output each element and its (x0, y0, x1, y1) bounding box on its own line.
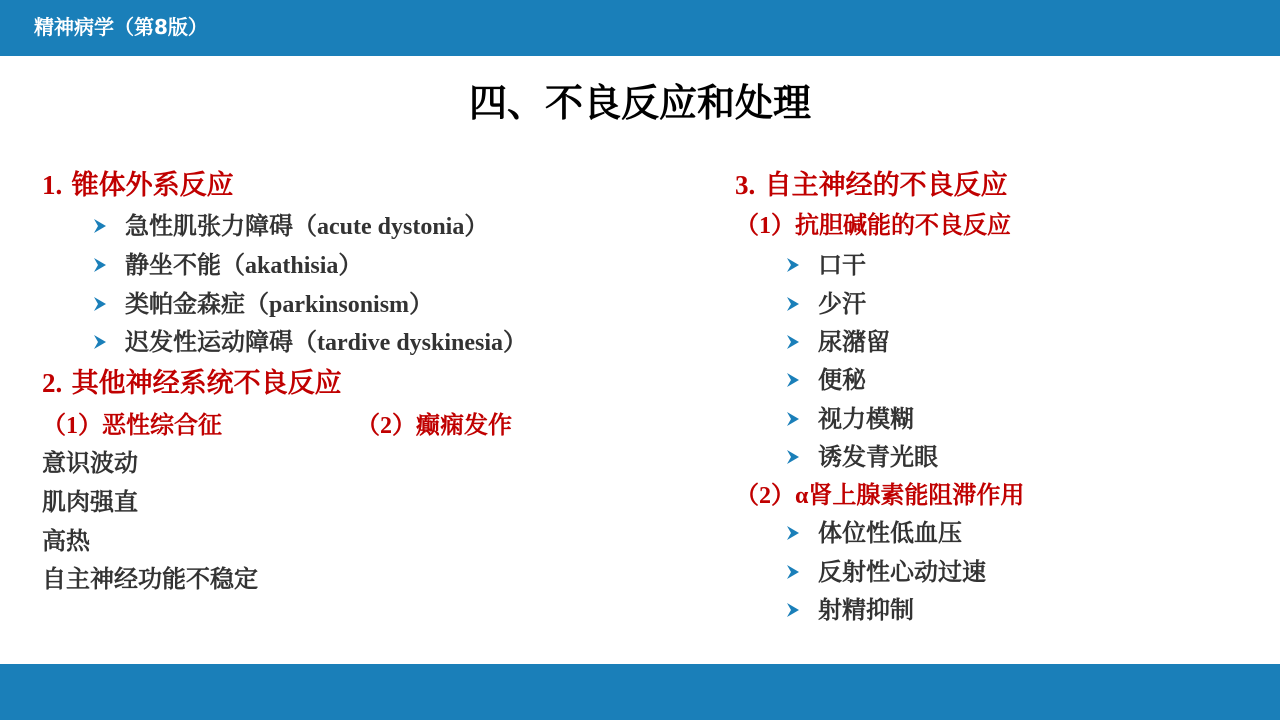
symptom-line: 自主神经功能不稳定 (42, 565, 258, 593)
list-item: 迟发性运动障碍（tardive dyskinesia） (125, 328, 528, 356)
section-3-heading (735, 168, 1008, 203)
list-item: 视力模糊 (818, 405, 914, 433)
item-zh: 急性肌张力障碍 (125, 212, 293, 240)
item-zh: 静坐不能 (125, 251, 221, 279)
section-1-title: 锥体外系反应 (71, 170, 234, 201)
subsection-label: 恶性综合征 (102, 411, 222, 439)
section-1-heading (42, 168, 234, 203)
symptom-line: 高热 (42, 527, 90, 555)
arrow-bullet-icon (92, 334, 108, 350)
slide-title: 四、不良反应和处理 (468, 81, 811, 125)
subsection-number: （2） (356, 413, 416, 439)
list-item: 射精抑制 (818, 596, 914, 624)
item-en: acute dystonia (317, 214, 465, 240)
arrow-bullet-icon (785, 334, 801, 350)
arrow-bullet-icon (785, 525, 801, 541)
subsection-number: （2） (735, 483, 795, 509)
arrow-bullet-icon (785, 257, 801, 273)
section-2-title: 其他神经系统不良反应 (71, 368, 342, 399)
subsection-malignant-syndrome (42, 410, 222, 441)
header-bar (0, 0, 1280, 56)
arrow-bullet-icon (785, 411, 801, 427)
subsection-label: 肾上腺素能阻滞作用 (808, 481, 1025, 509)
subsection-number: （1） (42, 413, 102, 439)
list-item: 体位性低血压 (818, 519, 962, 547)
item-zh: 迟发性运动障碍 (125, 328, 293, 356)
subsection-label: 抗胆碱能的不良反应 (795, 211, 1011, 239)
arrow-bullet-icon (785, 296, 801, 312)
subsection-number: （1） (735, 213, 795, 239)
section-2-heading (42, 366, 342, 401)
footer-bar (0, 664, 1280, 720)
section-3-title: 自主神经的不良反应 (764, 170, 1008, 201)
book-title: 精神病学（第8版） (34, 15, 208, 39)
list-item: 静坐不能（akathisia） (125, 251, 363, 279)
arrow-bullet-icon (785, 564, 801, 580)
arrow-bullet-icon (785, 372, 801, 388)
list-item: 少汗 (818, 290, 866, 318)
arrow-bullet-icon (92, 257, 108, 273)
subsection-alpha-adrenergic (735, 480, 1024, 511)
arrow-bullet-icon (785, 449, 801, 465)
section-2-number: 2. (42, 368, 63, 398)
item-en: parkinsonism (269, 292, 410, 318)
arrow-bullet-icon (92, 218, 108, 234)
symptom-line: 意识波动 (42, 449, 138, 477)
arrow-bullet-icon (785, 602, 801, 618)
item-zh: 类帕金森症 (125, 290, 245, 318)
list-item: 诱发青光眼 (818, 443, 938, 471)
subsection-seizure (356, 410, 512, 441)
list-item: 类帕金森症（parkinsonism） (125, 290, 434, 318)
subsection-label: 癫痫发作 (416, 411, 512, 439)
arrow-bullet-icon (92, 296, 108, 312)
list-item: 便秘 (818, 366, 866, 394)
subsection-anticholinergic (735, 210, 1011, 241)
list-item: 急性肌张力障碍（acute dystonia） (125, 212, 489, 240)
section-3-number: 3. (735, 170, 756, 200)
list-item: 反射性心动过速 (818, 558, 986, 586)
list-item: 口干 (818, 251, 866, 279)
alpha-symbol: α (795, 483, 809, 509)
list-item: 尿潴留 (818, 328, 890, 356)
item-en: akathisia (245, 253, 339, 279)
section-1-number: 1. (42, 170, 63, 200)
item-en: tardive dyskinesia (317, 330, 504, 356)
symptom-line: 肌肉强直 (42, 488, 138, 516)
